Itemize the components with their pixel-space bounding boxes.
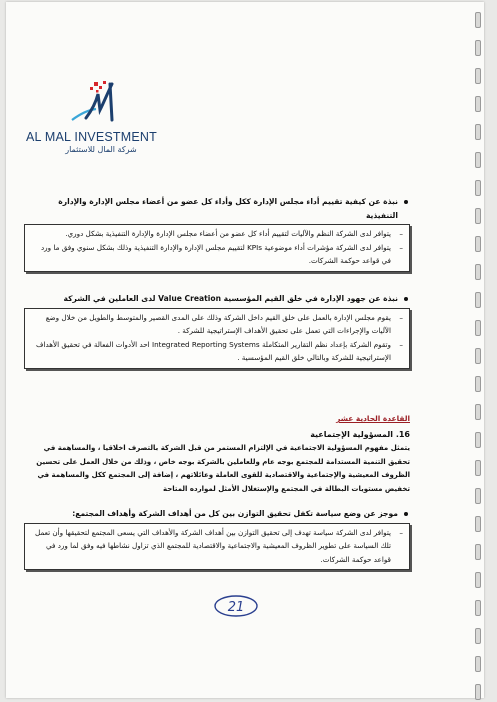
section-subtitle: المسؤولية الإجتماعية xyxy=(310,429,394,439)
board-evaluation-item: – يتوافر لدى الشركة النظم والآليات لتقييم أداء كل عضو من أعضاء مجلس الإدارة والإدارة التنفيذية بشكل دوري. xyxy=(31,227,403,241)
page-number-circle-icon xyxy=(212,594,260,618)
section-subtitle-row xyxy=(24,428,410,442)
value-creation-heading: نبذة عن جهود الإدارة في خلق القيم المؤسسية Value Creation لدى العاملين في الشركة xyxy=(24,292,410,306)
board-evaluation-item: – يتوافر لدى الشركة مؤشرات أداء موضوعية KPIs لتقييم مجلس الإدارة والإدارة التنفيذية وذلك بشكل سنوي وفق ما ورد في قواعد حوكمة الشركات. xyxy=(31,241,403,268)
section-title: القاعدة الحادية عشر xyxy=(336,414,410,423)
balance-policy-box xyxy=(24,523,410,571)
social-responsibility-paragraph: يتمثل مفهوم المسؤولية الاجتماعية في الإلتزام المستمر من قبل الشركة بالتصرف اخلاقيا ، والمساهمة في تحقيق التنمية المستدامة للمجتمع بوجه عام وللعاملين بالشركة بوجه خاص ، وذلك من خلال العمل على تحسين الظروف المعيشية والإجتماعية والاقتصادية للقوى العاملة وعائلاتهم ، إضافة إلى المجتمع ككل والمساهمة في تخفيض مستويات البطالة في المجتمع والإستغلال الأمثل لموارده المتاحة xyxy=(36,444,410,493)
social-responsibility-section xyxy=(24,412,410,496)
value-creation-block xyxy=(24,292,410,369)
board-evaluation-heading: نبذة عن كيفية تقييم أداء مجلس الإدارة ككل وأداء كل عضو من أعضاء مجلس الإدارة والإدارة التنفيذية xyxy=(24,195,410,222)
spiral-binding xyxy=(473,12,481,702)
logo-mark-icon xyxy=(66,80,132,126)
value-creation-box xyxy=(24,308,410,369)
value-creation-item: – وتقوم الشركة بإعداد نظم التقارير المتكاملة Integrated Reporting Systems احد الأدوات الفعالة في تحقيق الأهداف الإستراتيجية للشركة وبالتالي خلق القيم المؤسسية . xyxy=(31,338,403,365)
balance-policy-item: – يتوافر لدى الشركة سياسة تهدف إلى تحقيق التوازن بين أهداف الشركة والأهداف التي يسعى المجتمع لتحقيقها وأن تعمل تلك السياسة على تطوير الظروف المعيشية والاجتماعية والاقتصادية للمجتمع الذي تزاول نشاطها فيه وفق لما ورد في قواعد حوكمة الشركات. xyxy=(31,526,403,567)
board-evaluation-box xyxy=(24,224,410,272)
section-number: 16. xyxy=(395,429,410,439)
balance-policy-block xyxy=(24,507,410,570)
page-number xyxy=(212,594,260,618)
page-number-text: 21 xyxy=(227,600,245,615)
document-page xyxy=(6,2,484,698)
board-evaluation-block xyxy=(24,195,410,272)
value-creation-item: – يقوم مجلس الإدارة بالعمل على خلق القيم داخل الشركة وذلك على المدى القصير والمتوسط والطويل من خلال وضع الآليات والإجراءات التي تعمل على تحقيق الأهداف الإستراتيجية للشركة . xyxy=(31,311,403,338)
company-logo xyxy=(26,80,176,154)
logo-name-english: AL MAL INVESTMENT xyxy=(26,130,157,144)
balance-policy-heading: موجز عن وضع سياسة تكفل تحقيق التوازن بين كل من أهداف الشركة وأهداف المجتمع: xyxy=(24,507,410,521)
logo-name-arabic: شركة المال للاستثمار xyxy=(65,145,137,154)
